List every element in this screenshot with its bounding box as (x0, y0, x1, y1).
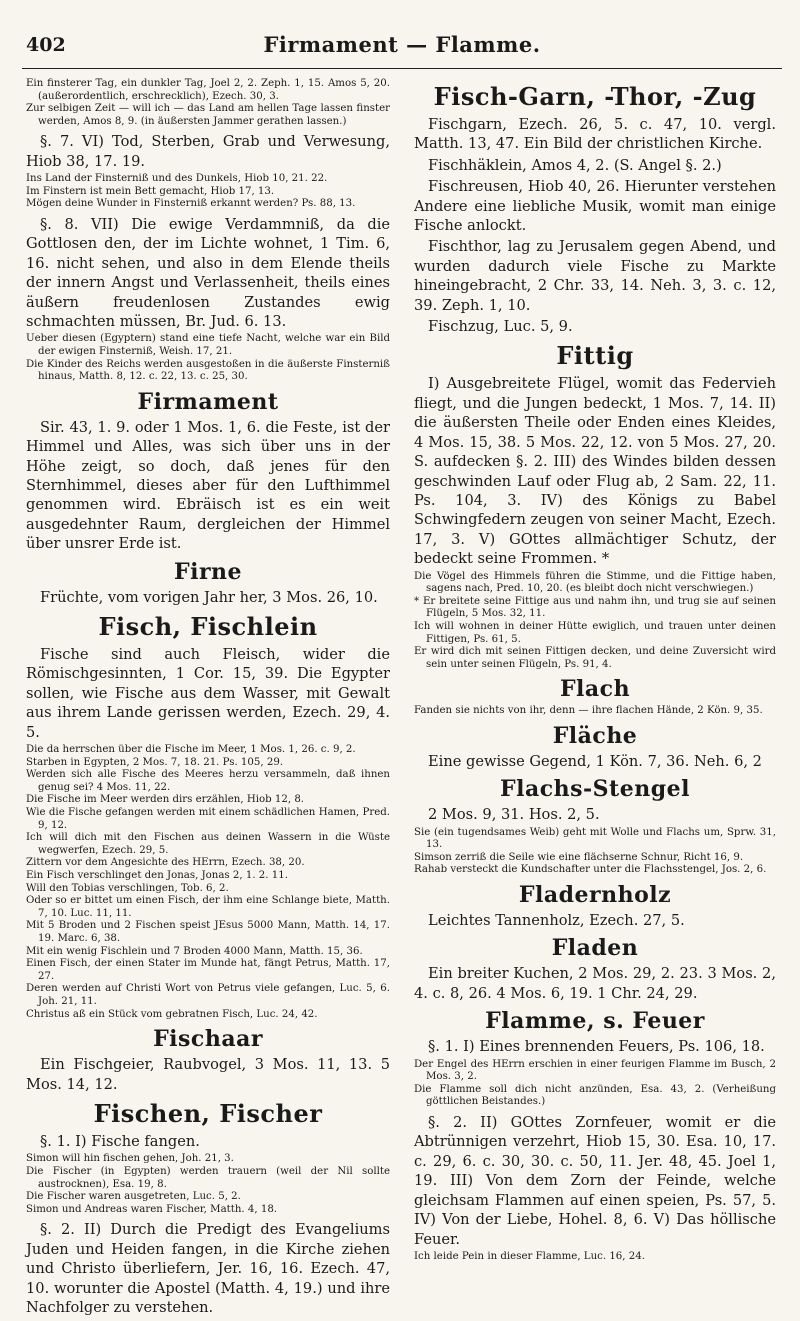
entry-text: I) Ausgebreitete Flügel, womit das Federvieh fliegt, und die Jungen bedeckt, 1 Mos. 7, 14. II) die äußersten Theile oder Enden eines Kleides, 4 Mos. 15, 38. 5 Mos. 22, 12. von 5 Mos. 27, 20. S. aufdecken §. 2. III) des Windes bilden dessen geschwinden Lauf oder Flug ab, 2 Sam. 22, 11. Ps. 104, 3. IV) des Königs zu Babel Schwingfedern zeugen von seiner Macht, Ezech. 17, 3. V) GOttes allmächtiger Schutz, der bedeckt seine Frommen. * (414, 375, 776, 568)
entry-text: Eine gewisse Gegend, 1 Kön. 7, 36. Neh. 6, 2 (428, 752, 762, 770)
section-7 (26, 132, 390, 211)
entry-fisch (26, 611, 390, 1021)
headword: Fisch-Garn, -Thor, -Zug (433, 82, 757, 111)
citation-line: Der Engel des HErrn erschien in einer feurigen Flamme im Busch, 2 Mos. 3, 2. (414, 1058, 776, 1083)
page-number: 402 (26, 34, 66, 56)
entry-text: Fischgarn, Ezech. 26, 5. c. 47, 10. vergl. Matth. 13, 47. Ein Bild der christlichen Kirche. (414, 116, 776, 153)
entry-text: Früchte, vom vorigen Jahr her, 3 Mos. 26, 10. (40, 588, 378, 606)
entry-text: Fischthor, lag zu Jerusalem gegen Abend, und wurden dadurch viele Fische zu Markte hineingebracht, 2 Chr. 33, 14. Neh. 3, 3. c. 12, 39. Zeph. 1, 10. (414, 238, 776, 314)
citation-line: Deren werden auf Christi Wort von Petrus viele gefangen, Luc. 5, 6. Joh. 21, 11. (26, 983, 390, 1007)
citation-line: Die Vögel des Himmels führen die Stimme, und die Fittige haben, sagens nach, Pred. 10, 20. (es bleibt doch nicht verschwiegen.) (414, 570, 776, 595)
headword: Fischen, Fischer (93, 1098, 323, 1128)
citation-line: Will den Tobias verschlingen, Tob. 6, 2. (26, 882, 229, 894)
citation-line: Ich will wohnen in deiner Hütte ewiglich, und trauen unter deinen Fittigen, Ps. 61, 5. (414, 620, 776, 645)
headword: Firne (173, 558, 243, 585)
section-text: §. 2. II) Durch die Predigt des Evangeliums Juden und Heiden fangen, in die Kirche ziehen und Christo überliefern, Jer. 16, 16. Ezech. 47, 10. worunter die Apostel (Matth. 4, 19.) und ihre Nachfolger zu verstehen. (26, 1221, 390, 1316)
headword: Firmament (137, 388, 279, 415)
entry-firmament (26, 388, 390, 554)
page-header (26, 34, 778, 72)
section-text: §. 7. VI) Tod, Sterben, Grab und Verwesung, Hiob 38, 17. 19. (26, 133, 390, 170)
citation-line: Fanden sie nichts von ihr, denn — ihre flachen Hände, 2 Kön. 9, 35. (414, 705, 763, 717)
section-text: §. 1. I) Eines brennenden Feuers, Ps. 106, 18. (428, 1038, 765, 1056)
entry-flamme (414, 1007, 776, 1109)
citation-line: Zittern vor dem Angesichte des HErrn, Ezech. 38, 20. (26, 857, 305, 869)
entry-text: Leichtes Tannenholz, Ezech. 27, 5. (428, 912, 685, 930)
citation-line: Ich leide Pein in dieser Flamme, Luc. 16, 24. (414, 1250, 645, 1262)
headword: Flamme, s. Feuer (485, 1008, 705, 1035)
entry-fischaar (26, 1025, 390, 1094)
entry-text: Sir. 43, 1. 9. oder 1 Mos. 1, 6. die Feste, ist der Himmel und Alles, was sich über uns in der Höhe zeigt, so doch, daß jenes für den Sternhimmel, dieses aber für den Lufthimmel genommen wird. Ebräisch ist es ein weit ausgedehnter Raum, dergleichen der Himmel über unsrer Erde ist. (26, 418, 390, 553)
entry-fischen (26, 1098, 390, 1216)
running-head: Firmament — Flamme. (263, 32, 541, 57)
headword: Fittig (556, 341, 634, 371)
right-column (414, 78, 776, 1268)
citation-line: Ich will dich mit den Fischen aus deinen Wassern in die Wüste wegwerfen, Ezech. 29, 5. (26, 832, 390, 856)
citation-line: Mit ein wenig Fischlein und 7 Broden 4000 Mann, Matth. 15, 36. (26, 945, 363, 957)
headword: Fladen (551, 935, 639, 962)
entry-flachs-stengel (414, 775, 776, 877)
citation-line: Zur selbigen Zeit — will ich — das Land am hellen Tage lassen finster werden, Amos 8, 9. (in äußersten Jammer gerathen lassen.) (26, 103, 390, 127)
entry-text: 2 Mos. 9, 31. Hos. 2, 5. (428, 806, 600, 824)
entry-fisch-garn (414, 81, 776, 336)
entry-firne (26, 558, 390, 607)
headword: Flach (559, 676, 631, 703)
citation-line: Die Flamme soll dich nicht anzünden, Esa. 43, 2. (Verheißung göttlichen Beistandes.) (414, 1083, 776, 1108)
entry-finsternis-tail (26, 78, 390, 128)
entry-text: Fische sind auch Fleisch, wider die Römischgesinnten, 1 Cor. 15, 39. Die Egypter sollen, wie Fische aus dem Wasser, mit Gewalt aus ihrem Lande gerissen werden, Ezech. 29, 4. 5. (26, 646, 390, 741)
headword: Fischaar (153, 1026, 263, 1053)
citation-line: Wie die Fische gefangen werden mit einem schädlichen Hamen, Pred. 9, 12. (26, 807, 390, 831)
citation-line: Werden sich alle Fische des Meeres herzu versammeln, daß ihnen genug sei? 4 Mos. 11, 22. (26, 769, 390, 793)
citation-line: Simson zerriß die Seile wie eine flächserne Schnur, Richt 16, 9. (414, 851, 744, 863)
entry-fladernholz (414, 881, 776, 930)
entry-fladen (414, 934, 776, 1003)
citation-line: Mögen deine Wunder in Finsterniß erkannt werden? Ps. 88, 13. (26, 198, 356, 210)
citation-line: Ueber diesen (Egyptern) stand eine tiefe Nacht, welche war ein Bild der ewigen Finsterniß, Weish. 17, 21. (26, 333, 390, 357)
citation-line: Die Fischer waren ausgetreten, Luc. 5, 2. (26, 1191, 241, 1203)
headword: Fladernholz (518, 882, 672, 909)
section-8 (26, 215, 390, 384)
header-rule (22, 68, 782, 69)
entry-text: Fischhäklein, Amos 4, 2. (S. Angel §. 2.) (428, 156, 722, 174)
citation-line: Simon will hin fischen gehen, Joh. 21, 3. (26, 1153, 234, 1165)
citation-line: Die Fischer (in Egypten) werden trauern (weil der Nil sollte austrocknen), Esa. 19, 8. (26, 1165, 390, 1190)
citation-line: Die Fische im Meer werden dirs erzählen, Hiob 12, 8. (26, 794, 305, 806)
citation-line: Simon und Andreas waren Fischer, Matth. 4, 18. (26, 1203, 278, 1215)
citation-line: Die da herrschen über die Fische im Meer, 1 Mos. 1, 26. c. 9, 2. (26, 744, 356, 756)
entry-text: Fischreusen, Hiob 40, 26. Hierunter verstehen Andere eine liebliche Musik, womit man einige Fische anlockt. (414, 178, 776, 235)
section-text: §. 1. I) Fische fangen. (40, 1132, 200, 1150)
citation-line: Christus aß ein Stück vom gebratnen Fisch, Luc. 24, 42. (26, 1008, 318, 1020)
citation-line: Die Kinder des Reichs werden ausgestoßen in die äußerste Finsterniß hinaus, Matth. 8, 12. c. 22, 13. c. 25, 30. (26, 358, 390, 383)
citation-line: Sie (ein tugendsames Weib) geht mit Wolle und Flachs um, Sprw. 31, 13. (414, 826, 776, 851)
entry-fischen-section-2 (26, 1220, 390, 1317)
section-text: §. 2. II) GOttes Zornfeuer, womit er die Abtrünnigen verzehrt, Hiob 15, 30. Esa. 10, 17. c. 29, 6. c. 30, 30. c. 50, 11. Jer. 48, 45. Joel 1, 19. III) Von dem Zorn der Feinde, welche gleichsam Flammen auf einen speien, Ps. 57, 5. IV) Von der Liebe, Hohel. 8, 6. V) Das höllische Feuer. (414, 1114, 776, 1248)
citation-line: Mit 5 Broden und 2 Fischen speist JEsus 5000 Mann, Matth. 14, 17. 19. Marc. 6, 38. (26, 920, 390, 944)
entry-text: Ein Fischgeier, Raubvogel, 3 Mos. 11, 13. 5 Mos. 14, 12. (26, 1056, 390, 1093)
entry-fittig (414, 340, 776, 671)
entry-flamme-section-2 (414, 1113, 776, 1263)
headword: Flachs-Stengel (500, 776, 690, 803)
citation-line: * Er breitete seine Fittige aus und nahm ihn, und trug sie auf seinen Flügeln, 5 Mos. 32, 11. (414, 595, 776, 620)
entry-flaeche (414, 722, 776, 771)
entry-text: Ein breiter Kuchen, 2 Mos. 29, 2. 23. 3 Mos. 2, 4. c. 8, 26. 4 Mos. 6, 19. 1 Chr. 24, 29. (414, 965, 776, 1002)
citation-line: Starben in Egypten, 2 Mos. 7, 18. 21. Ps. 105, 29. (26, 756, 284, 768)
left-column (26, 78, 390, 1321)
citation-line: Im Finstern ist mein Bett gemacht, Hiob 17, 13. (26, 185, 275, 197)
citation-line: Rahab versteckt die Kundschafter unter die Flachsstengel, Jos. 2, 6. (414, 864, 767, 876)
citation-line: Er wird dich mit seinen Fittigen decken, und deine Zuversicht wird sein unter seinen Flügeln, Ps. 91, 4. (414, 646, 776, 670)
citation-line: Ein finsterer Tag, ein dunkler Tag, Joel 2, 2. Zeph. 1, 15. Amos 5, 20. (außerordentlich, erschrecklich), Ezech. 30, 3. (26, 78, 390, 102)
entry-flach (414, 675, 776, 718)
citation-line: Ein Fisch verschlinget den Jonas, Jonas 2, 1. 2. 11. (26, 870, 288, 881)
citation-line: Einen Fisch, der einen Stater im Munde hat, fängt Petrus, Matth. 17, 27. (26, 958, 390, 982)
headword: Fläche (552, 722, 638, 749)
entry-text: Fischzug, Luc. 5, 9. (428, 318, 573, 336)
citation-line: Ins Land der Finsterniß und des Dunkels, Hiob 10, 21. 22. (26, 173, 328, 185)
citation-line: Oder so er bittet um einen Fisch, der ihm eine Schlange biete, Matth. 7, 10. Luc. 11, 11. (26, 895, 390, 919)
headword: Fisch, Fischlein (98, 612, 318, 642)
section-text: §. 8. VII) Die ewige Verdammniß, da die Gottlosen den, der im Lichte wohnet, 1 Tim. 6, 16. nicht sehen, und also in dem Elende theils der innern Angst und Verlassenheit, theils eines äußern freudenlosen Zustandes ewig schmachten müssen, Br. Jud. 6. 13. (26, 215, 390, 330)
